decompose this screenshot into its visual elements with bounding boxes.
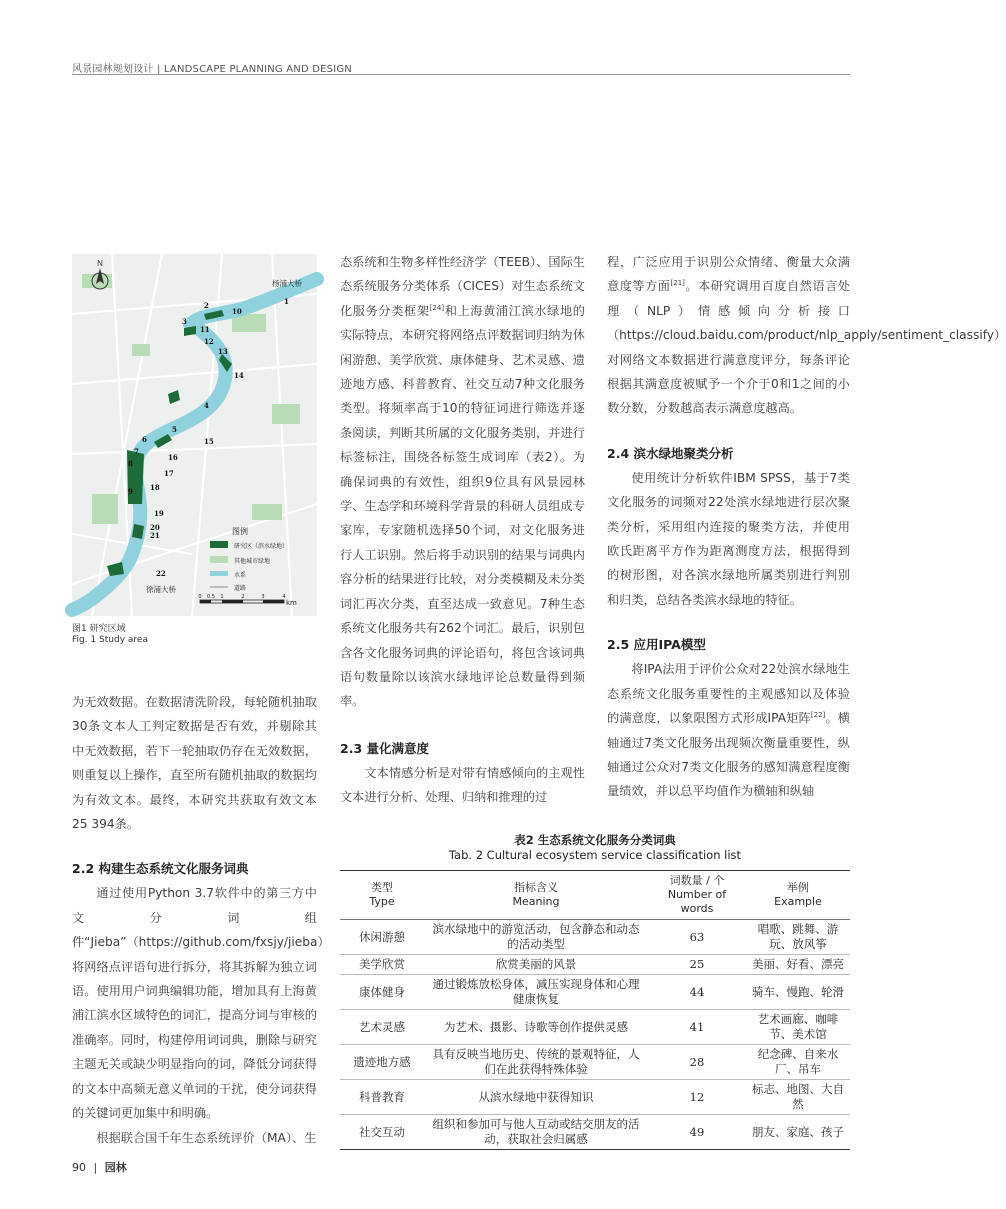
site-number-label: 5 — [172, 425, 177, 434]
scale-tick-label: 3 — [261, 594, 265, 600]
table-title-en: Tab. 2 Cultural ecosystem service classification list — [448, 847, 742, 862]
site-number-label: 6 — [142, 435, 147, 444]
running-header: 风景园林规划设计 | LANDSCAPE PLANNING AND DESIGN — [72, 64, 352, 75]
section-heading-2-3: 2.3 量化满意度 — [340, 740, 429, 756]
site-number-label: 7 — [134, 447, 139, 456]
figure-caption-zh: 图1 研究区域 — [72, 624, 126, 634]
site-number-label: 21 — [150, 531, 160, 540]
paragraph: 使用统计分析软件IBM SPSS，基于7类文化服务的词频对22处滨水绿地进行层次聚类分析，采用组内连接的聚类方法，并使用欧氏距离平方作为距离测度方法，根据得到的树形图，对各滨水绿地所属类别进行判别和归类，总结各类滨水绿地的特征。 — [607, 470, 850, 607]
figure-caption-en: Fig. 1 Study area — [72, 635, 148, 645]
paragraph: 态系统和生物多样性经济学（TEEB）、国际生态系统服务分类体系（CICES）对生态系统文化服务分类框架[24]和上海黄浦江滨水绿地的实际特点，本研究将网络点评数据词归纳为休闲游憩、美学欣赏、康体健身、艺术灵感、遗迹地方感、科普教育、社交互动7种文化服务类型。将频率高于10的特征词进行筛选并逐条阅读，判断其所属的文化服务类别，并进行标签标注，围绕各标签生成词库（表2）。为确保词典的有效性，组织9位具有风景园林学、生态学和环境科学背景的科研人员组成专家库，专家随机选择50个词，对文化服务进行人工识别。然后将手动识别的结果与词典内容分析的结果进行比较，对分类模糊及未分类词汇再次分类，直至达成一致意见。7种生态系统文化服务共有262个词汇。最后，识别包含各文化服务词典的评论语句，将包含该词典语句数量除以该滨水绿地评论总数量得到频率。 — [340, 255, 585, 709]
table-row: 社交互动 组织和参加可与他人互动或结交朋友的活动，获取社会归属感 49 朋友、家庭、孩子 — [340, 1115, 850, 1150]
site-number-label: 20 — [150, 523, 160, 532]
header-count: 词数量 / 个 Number of words — [648, 871, 746, 920]
table-row: 休闲游憩 滨水绿地中的游览活动，包含静态和动态的活动类型 63 唱歌、跳舞、游玩、放风筝 — [340, 920, 850, 955]
table-row: 艺术灵感 为艺术、摄影、诗歌等创作提供灵感 41 艺术画廊、咖啡节、美术馆 — [340, 1010, 850, 1045]
site-number-label: 16 — [168, 453, 178, 462]
paragraph: 将IPA法用于评价公众对22处滨水绿地生态系统文化服务重要性的主观感知以及体验的满意度，以象限图方式形成IPA矩阵[22]。横轴通过7类文化服务出现频次衡量重要性，纵轴通过公众对7类文化服务的感知满意程度衡量绩效，并以总平均值作为横轴和纵轴 — [607, 662, 850, 799]
section-heading-2-4: 2.4 滨水绿地聚类分析 — [607, 445, 734, 461]
citation: [24] — [429, 303, 445, 312]
site-number-label: 15 — [204, 437, 214, 446]
bridge-label-bottom: 徐浦大桥 — [146, 585, 176, 594]
legend-swatch-study — [210, 541, 228, 548]
scale-tick-label: 1 — [220, 594, 224, 600]
table-row: 康体健身 通过锻炼放松身体，减压实现身体和心理健康恢复 44 骑车、慢跑、轮滑 — [340, 975, 850, 1010]
north-label: N — [97, 259, 103, 268]
column-1 — [72, 690, 330, 1150]
bridge-label-top: 杨浦大桥 — [272, 279, 302, 288]
journal-name: 园林 — [104, 1161, 127, 1174]
paragraph: 根据联合国千年生态系统评价（MA）、生 — [96, 1130, 317, 1145]
section-heading-2-2: 2.2 构建生态系统文化服务词典 — [72, 861, 249, 877]
site-number-label: 3 — [182, 317, 187, 326]
table-caption — [340, 833, 850, 862]
scale-tick-label: 4 — [282, 594, 286, 600]
site-number-label: 1 — [284, 297, 289, 306]
site-number-label: 4 — [204, 401, 209, 410]
legend-swatch-green — [210, 556, 228, 563]
site-number-label: 22 — [156, 569, 166, 578]
scale-tick-label: 0 — [198, 594, 202, 600]
map-background — [72, 254, 317, 616]
table-row: 科普教育 从滨水绿地中获得知识 12 标志、地图、大自然 — [340, 1080, 850, 1115]
legend-item: 水系 — [234, 572, 247, 579]
legend-title: 图例 — [232, 527, 248, 536]
table-title-zh: 表2 生态系统文化服务分类词典 — [514, 833, 676, 847]
header-meaning: 指标含义 Meaning — [424, 871, 648, 920]
citation: [21] — [670, 279, 685, 288]
paragraph: 为无效数据。在数据清洗阶段，每轮随机抽取30条文本人工判定数据是否有效，并剔除其中无效数据，若下一轮抽取仍存在无效数据，则重复以上操作，直至所有随机抽取的数据均为有效文本。最终，本研究共获取有效文本25 394条。 — [72, 695, 317, 832]
paragraph: 文本情感分析是对带有情感倾向的主观性文本进行分析、处理、归纳和推理的过 — [340, 765, 585, 805]
section-heading-2-5: 2.5 应用IPA模型 — [607, 637, 706, 653]
paragraph: 通过使用Python 3.7软件中的第三方中文分词组件“Jieba”（https://github.com/fxsjy/jieba）将网络点评语句进行拆分，将其拆解为独立词语。使用用户词典编辑功能，增加具有上海黄浦江滨水区域特色的词汇，提高分词与审核的准确率。同时，构建停用词词典，删除与研究主题无关或缺少明显指向的词，降低分词获得的文本中高频无意义单词的干扰，使分词获得的关键词更加集中和明确。 — [72, 886, 330, 1121]
site-number-label: 14 — [234, 371, 244, 380]
cultural-service-table — [340, 870, 850, 1150]
site-number-label: 9 — [128, 487, 133, 496]
scale-tick-label: 0.5 — [207, 594, 215, 600]
site-number-label: 19 — [154, 509, 164, 518]
page-footer: 90 | 园林 — [72, 1161, 127, 1174]
legend-item: 研究区（滨水绿地） — [234, 543, 289, 550]
paragraph: 程，广泛应用于识别公众情绪、衡量大众满意度等方面[21]。本研究调用百度自然语言处理（NLP）情感倾向分析接口（https://cloud.baidu.com/product/nlp_apply/sentiment_classify）对网络文本数据进行满意度评分，每条评论根据其满意度被赋予一个介于0和1之间的小数分数，分数越高表示满意度越高。 — [607, 255, 1006, 416]
citation: [22] — [810, 711, 826, 720]
site-number-label: 11 — [200, 325, 210, 334]
column-3 — [607, 250, 1006, 804]
legend-swatch-water — [210, 571, 228, 576]
site-number-label: 17 — [164, 469, 174, 478]
scale-unit: km — [286, 599, 297, 607]
header-rule — [72, 74, 850, 75]
legend-item: 道路 — [234, 585, 247, 592]
legend-item: 其他城市绿地 — [234, 558, 271, 565]
study-area-map — [72, 254, 317, 616]
site-number-label: 8 — [128, 459, 133, 468]
header-example: 举例 Example — [746, 871, 850, 920]
table-header-row — [340, 871, 850, 920]
site-number-label: 10 — [232, 307, 242, 316]
site-number-label: 13 — [218, 347, 228, 356]
table-row: 遗迹地方感 具有反映当地历史、传统的景观特征，人们在此获得特殊体验 28 纪念碑、自来水厂、吊车 — [340, 1045, 850, 1080]
column-2 — [340, 250, 585, 810]
header-type: 类型 Type — [340, 871, 424, 920]
table-row: 美学欣赏 欣赏美丽的风景 25 美丽、好看、漂亮 — [340, 955, 850, 975]
scale-tick-label: 2 — [241, 594, 245, 600]
site-number-label: 12 — [204, 337, 214, 346]
site-number-label: 18 — [150, 483, 160, 492]
figure-caption — [72, 624, 148, 646]
page-number: 90 — [72, 1161, 86, 1174]
site-number-label: 2 — [204, 301, 209, 310]
